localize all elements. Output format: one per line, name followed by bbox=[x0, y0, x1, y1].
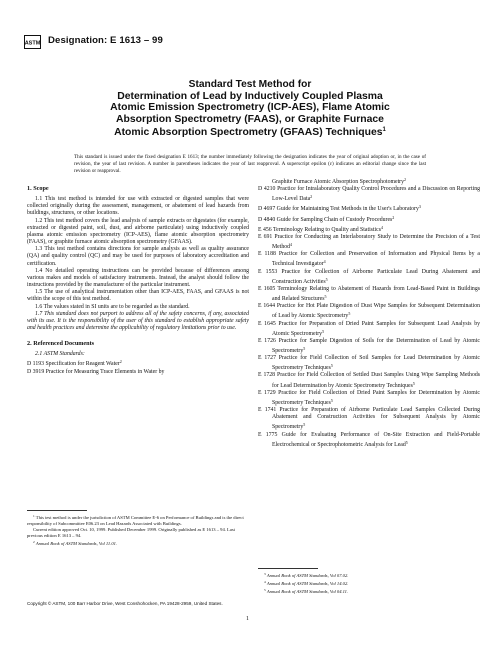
reference-item: E 1645 Practice for Preparation of Dried Paint Samples for Subsequent Lead Analysis by Atomic Spectrometry$^5$ bbox=[258, 320, 480, 337]
reference-item: D 4210 Practice for Intralaboratory Quality Control Procedures and a Discussion on Reporting Low-Level Data$^2$ bbox=[258, 186, 480, 203]
footnote-5: $^5$ Annual Book of ASTM Standards, Vol 04.11. bbox=[264, 588, 349, 594]
astm-logo-icon bbox=[24, 35, 41, 49]
page-number: 1 bbox=[246, 616, 249, 622]
para-1-7: 1.7 This standard does not purport to address all of the safety concerns, if any, associated with its use. It is the responsibility of the user of this standard to establish appropriate safety and health practices and determine the applicability of regulatory limitations prior to use. bbox=[27, 310, 249, 331]
right-column bbox=[258, 176, 480, 449]
title-line-3: Atomic Emission Spectrometry (ICP-AES), Flame Atomic bbox=[110, 102, 390, 113]
reference-item: E 1188 Practice for Collection and Preservation of Information and Physical Items by a Technical Investigator$^4$ bbox=[258, 251, 480, 268]
para-1-2: 1.2 This test method covers the lead analysis of sample extracts or digestates (for example, extracted or digested paint, soil, dust, and airborne particulate) using inductively coupled plasma atomic emission spectrometry (ICP-AES), flame atomic absorption spectrometry (FAAS), or graphite furnace atomic absorption spectrometry (GFAAS). bbox=[27, 217, 249, 246]
reference-item: E 1741 Practice for Preparation of Airborne Particulate Lead Samples Collected During Abatement and Construction Activities for Subsequent Analysis by Atomic Spectrometry$^5$ bbox=[258, 407, 480, 431]
section-scope-heading: 1. Scope bbox=[27, 185, 49, 192]
footnote-rule-right bbox=[258, 568, 318, 569]
ref-d3919-continued: Graphite Furnace Atomic Absorption Spectrophotometry$^2$ bbox=[272, 177, 407, 185]
footnotes-left bbox=[27, 513, 249, 547]
reference-item: E 1605 Terminology Relating to Abatement of Hazards from Lead-Based Paint in Buildings and Related Structures$^5$ bbox=[258, 285, 480, 303]
footnote-2: $^2$ Annual Book of ASTM Standards, Vol 11.01. bbox=[33, 540, 118, 546]
footnote-4: $^4$ Annual Book of ASTM Standards, Vol 14.02. bbox=[264, 580, 349, 586]
section-references-heading: 2. Referenced Documents bbox=[27, 340, 95, 348]
reference-item: E 1726 Practice for Sample Digestion of Soils for the Determination of Lead by Atomic Spectrometry$^5$ bbox=[258, 337, 480, 354]
footnote-1b: Current edition approved Oct. 10, 1999. Published December 1999. Originally published as E 1613 – 94. Last previous edition E 1613 – 94. bbox=[27, 527, 235, 538]
reference-item: E 1727 Practice for Field Collection of Soil Samples for Lead Determination by Atomic Spectrometry Techniques$^5$ bbox=[258, 355, 480, 372]
reference-item: E 1553 Practice for Collection of Airborne Particulate Lead During Abatement and Construction Activities$^5$ bbox=[258, 268, 480, 285]
reference-item: E 456 Terminology Relating to Quality and Statistics$^4$ bbox=[258, 224, 383, 233]
para-1-6: 1.6 The values stated in SI units are to be regarded as the standard. bbox=[35, 303, 190, 310]
reference-item: E 1775 Guide for Evaluating Performance of On-Site Extraction and Field-Portable Electrochemical or Spectrophotometric Analysis for Lead$^5$ bbox=[258, 431, 480, 448]
designation: Designation: E 1613 – 99 bbox=[48, 35, 163, 46]
reference-item: D 4697 Guide for Maintaining Test Methods in the User's Laboratory$^3$ bbox=[258, 204, 421, 213]
para-1-1: 1.1 This test method is intended for use with extracted or digested samples that were collected originally during the assessment, management, or abatement of lead hazards from buildings, structures, or other locations. bbox=[27, 196, 249, 217]
left-column bbox=[27, 176, 249, 376]
reference-item: E 1728 Practice for Field Collection of Settled Dust Samples Using Wipe Sampling Methods for Lead Determination by Atomic Spectrometry Techniques$^5$ bbox=[258, 372, 480, 389]
reference-list bbox=[258, 186, 480, 449]
reference-item: D 4840 Guide for Sampling Chain of Custody Procedures$^2$ bbox=[258, 214, 395, 223]
reference-item: E 1729 Practice for Field Collection of Dried Paint Samples for Determination by Atomic Spectrometry Techniques$^5$ bbox=[258, 389, 480, 406]
svg-text:ASTM: ASTM bbox=[24, 40, 41, 47]
title-line-5: Atomic Absorption Spectrometry (GFAAS) Techniques$^1$ bbox=[114, 127, 386, 138]
title-line-1: Standard Test Method for bbox=[188, 79, 312, 90]
footnote-rule-left bbox=[27, 510, 87, 511]
copyright-notice: Copyright © ASTM, 100 Barr Harbor Drive, West Conshohocken, PA 19428-2959, United States. bbox=[27, 601, 223, 606]
para-1-4: 1.4 No detailed operating instructions can be provided because of differences among various makes and models of satisfactory instruments. Instead, the analyst should follow the instructions provided by the manufacturer of the particular instrument. bbox=[27, 267, 249, 289]
reference-item: E 691 Practice for Conducting an Interlaboratory Study to Determine the Precision of a Test Method$^4$ bbox=[258, 233, 480, 251]
reference-item: E 1644 Practice for Hot Plate Digestion of Dust Wipe Samples for Subsequent Determination of Lead by Atomic Spectrometry$^5$ bbox=[258, 303, 480, 320]
title-line-4: Absorption Spectrometry (FAAS), or Graphite Furnace bbox=[116, 113, 384, 125]
title-line-2: Determination of Lead by Inductively Coupled Plasma bbox=[117, 90, 383, 102]
issuance-notice: This standard is issued under the fixed designation E 1613; the number immediately following the designation indicates the year of original adoption or, in the case of revision, the year of last revision. A number in parentheses indicates the year of last reapproval. A superscript epsilon (ε) indicates an editorial change since the last revision or reapproval. bbox=[74, 154, 426, 174]
document-title bbox=[40, 79, 460, 139]
ref-d1193: D 1193 Specification for Reagent Water$^2$ bbox=[27, 359, 122, 368]
ref-d3919: D 3919 Practice for Measuring Trace Elements in Water by bbox=[27, 368, 165, 375]
footnote-1: $^1$ This test method is under the jurisdiction of ASTM Committee E-6 on Performance of Buildings and is the direct responsibility of Subcommittee E06.23 on Lead Hazards Associated with Buildings. bbox=[27, 514, 244, 526]
para-1-3: 1.3 This test method contains directions for sample analysis as well as quality assurance (QA) and quality control (QC) and may be used for purposes of laboratory accreditation and certification. bbox=[27, 246, 249, 267]
astm-standards-subheading: 2.1 ASTM Standards: bbox=[35, 351, 85, 358]
footnotes-right bbox=[258, 571, 480, 595]
para-1-5: 1.5 The use of analytical instrumentation other than ICP-AES, FAAS, and GFAAS is not within the scope of this test method. bbox=[27, 289, 249, 303]
footnote-3: $^3$ Annual Book of ASTM Standards, Vol 07.02. bbox=[264, 572, 349, 578]
title-footnote-mark: 1 bbox=[382, 127, 386, 133]
